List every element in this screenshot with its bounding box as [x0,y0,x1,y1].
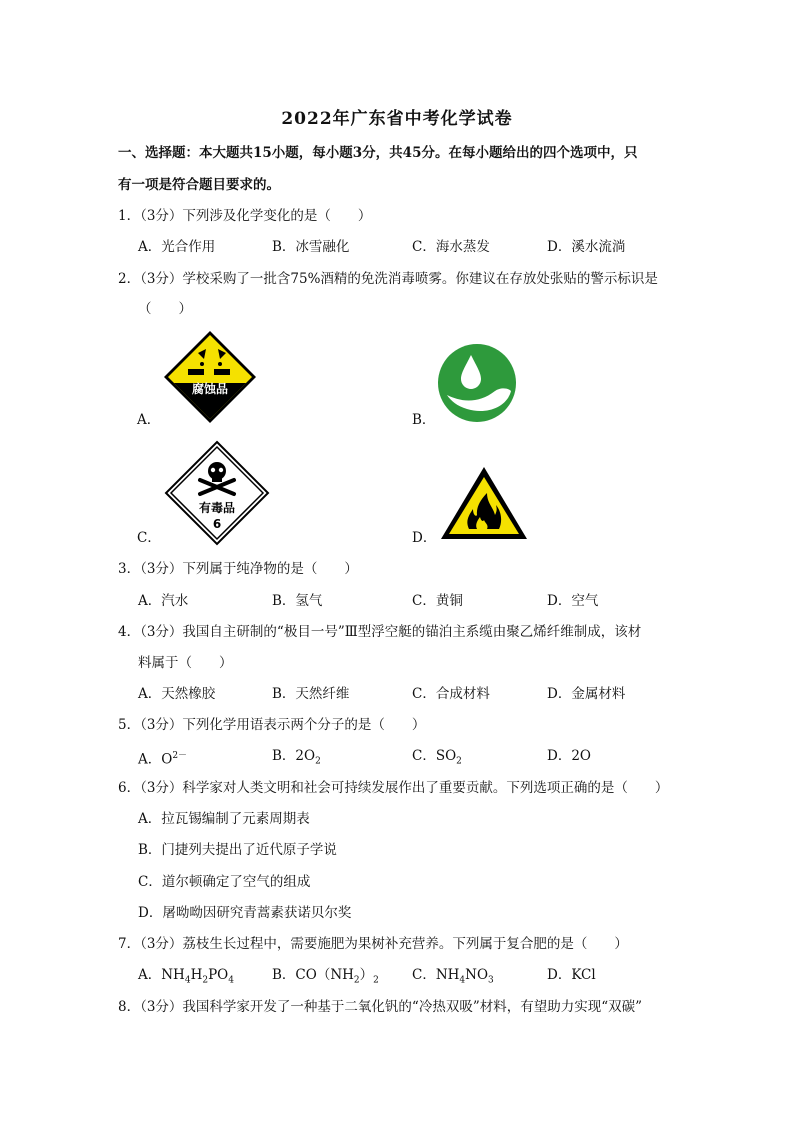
q3-option-c: C．黄铜 [412,593,463,609]
q2-stem-line2: （ ） [138,301,192,317]
q2-option-c-label: C． [137,530,161,546]
q6-stem: 6．（3分）科学家对人类文明和社会可持续发展作出了重要贡献。下列选项正确的是（ ） [118,780,669,796]
q1-option-d: D．溪水流淌 [547,239,626,255]
q5-option-a: A．$O^{2-}$ [138,751,188,768]
page-title: 2022年广东省中考化学试卷 [281,109,513,129]
q6-option-a: A．拉瓦锡编制了元素周期表 [138,811,310,827]
q4-option-c: C．合成材料 [412,686,490,702]
q7-option-d: D．KCl [547,967,596,983]
q4-option-a: A．天然橡胶 [138,686,216,702]
q6-option-c: C．道尔顿确定了空气的组成 [138,874,311,890]
q7-stem: 7．（3分）荔枝生长过程中，需要施肥为果树补充营养。下列属于复合肥的是（ ） [118,936,628,952]
section-instructions-line1: 一、选择题：本大题共15小题，每小题3分，共45分。在每小题给出的四个选项中，只 [118,145,638,161]
q7-option-a: A．$NH_4H_2PO_4$ [138,967,234,986]
q6-option-d: D．屠呦呦因研究青蒿素获诺贝尔奖 [138,905,352,921]
q3-option-a: A．汽水 [138,593,189,609]
q3-option-b: B．氢气 [272,593,323,609]
flammable-sign-icon [439,465,529,541]
q1-stem: 1．（3分）下列涉及化学变化的是（ ） [118,208,372,224]
q2-option-a-label: A． [137,412,161,428]
section-instructions-line2: 有一项是符合题目要求的。 [118,177,280,193]
toxic-sign-icon [164,440,270,546]
q2-stem-line1: 2．（3分）学校采购了一批含75%酒精的免洗消毒喷雾。你建议在存放处张贴的警示标识是 [118,271,658,287]
q2-option-b-label: B． [412,412,436,428]
q5-option-c: C．$SO_2$ [412,748,462,767]
toxic-sign-class-number: 6 [212,517,222,531]
q7-option-c: C．$NH_4NO_3$ [412,967,494,986]
q3-stem: 3．（3分）下列属于纯净物的是（ ） [118,561,358,577]
q5-option-b: B．$2O_2$ [272,748,321,767]
q6-option-b: B．门捷列夫提出了近代原子学说 [138,842,337,858]
q1-option-a: A．光合作用 [138,239,216,255]
corrosive-sign-icon [162,329,258,425]
q7-option-b: B．$CO(NH_2)_2$ [272,967,379,986]
q4-option-b: B．天然纤维 [272,686,350,702]
q8-stem: 8．（3分）我国科学家开发了一种基于二氧化钒的“冷热双吸”材料，有望助力实现“双碳” [118,999,643,1015]
water-saving-sign-icon [437,343,517,423]
q1-option-c: C．海水蒸发 [412,239,490,255]
corrosive-sign-label: 腐蚀品 [191,382,229,396]
q4-stem-line1: 4．（3分）我国自主研制的“极目一号”Ⅲ型浮空艇的锚泊主系缆由聚乙烯纤维制成，该材 [118,624,642,640]
q4-stem-line2: 料属于（ ） [138,655,233,671]
q1-option-b: B．冰雪融化 [272,239,350,255]
q3-option-d: D．空气 [547,593,599,609]
q5-stem: 5．（3分）下列化学用语表示两个分子的是（ ） [118,717,426,733]
q2-option-d-label: D． [412,530,437,546]
toxic-sign-label: 有毒品 [198,501,236,515]
q4-option-d: D．金属材料 [547,686,626,702]
q5-option-d: D．2O [547,748,591,764]
